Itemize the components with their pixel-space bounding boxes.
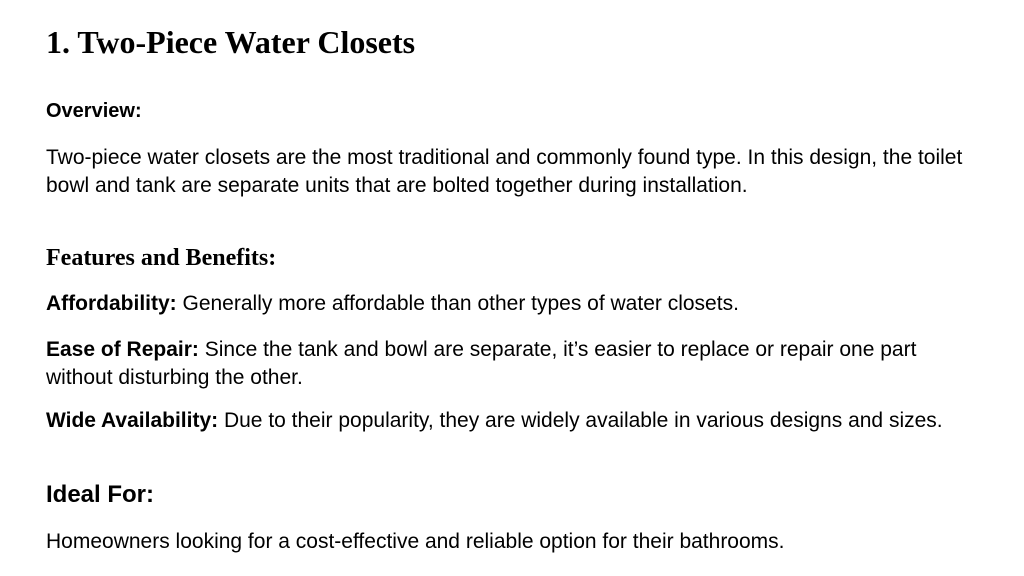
- feature-description: Since the tank and bowl are separate, it’s easier to replace or repair one part without disturbing the other.: [46, 338, 917, 389]
- feature-item-affordability: [46, 290, 976, 318]
- overview-paragraph: Two-piece water closets are the most traditional and commonly found type. In this design, the toilet bowl and tank are separate units that are bolted together during installation.: [46, 146, 963, 197]
- feature-item-ease-of-repair: [46, 336, 976, 391]
- feature-item-wide-availability: [46, 407, 976, 435]
- ideal-for-heading: Ideal For:: [46, 481, 155, 508]
- page-title: 1. Two-Piece Water Closets: [46, 24, 416, 60]
- features-heading: Features and Benefits:: [46, 245, 277, 271]
- ideal-for-paragraph: Homeowners looking for a cost-effective and reliable option for their bathrooms.: [46, 530, 785, 553]
- feature-term: Wide Availability:: [46, 409, 219, 432]
- feature-term: Affordability:: [46, 292, 177, 315]
- feature-term: Ease of Repair:: [46, 338, 199, 361]
- feature-description: Due to their popularity, they are widely available in various designs and sizes.: [218, 409, 943, 432]
- overview-label: Overview:: [46, 100, 142, 122]
- feature-description: Generally more affordable than other types of water closets.: [176, 292, 739, 315]
